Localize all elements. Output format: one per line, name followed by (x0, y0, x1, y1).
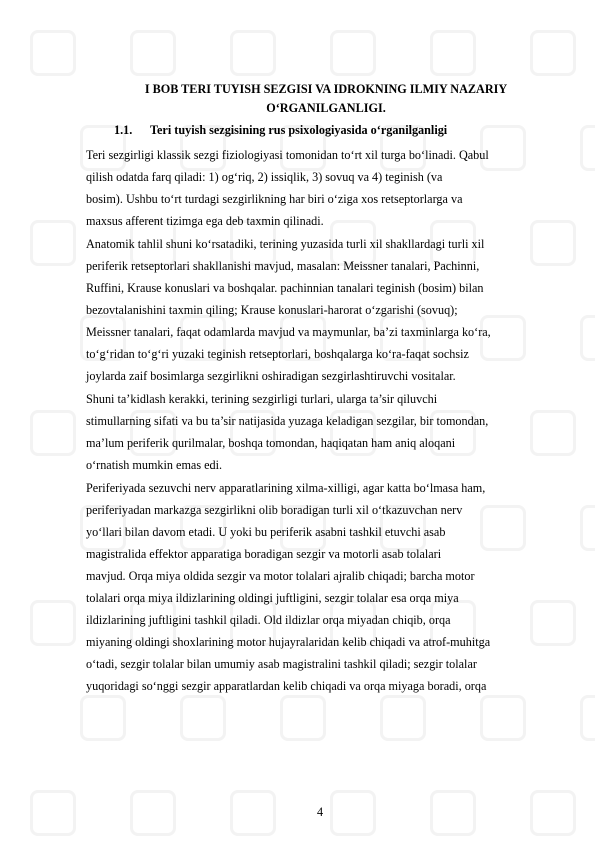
paragraph (86, 144, 554, 232)
section-heading (114, 122, 447, 138)
text-line: stimullarning sifati va bu ta’sir natijasida yuzaga keladigan sezgilar, bir tomondan, (86, 414, 489, 428)
text-line: mavjud. Orqa miya oldida sezgir va motor tolalari ajralib chiqadi; barcha motor (86, 569, 475, 583)
paragraph (86, 388, 554, 476)
text-line: yo‘llari bilan davom etadi. U yoki bu periferik asabni tashkil etuvchi asab (86, 525, 446, 539)
paragraph (86, 233, 554, 387)
chapter-title-line-2: O‘RGANILGANLIGI. (266, 101, 386, 115)
text-line: Shuni ta’kidlash kerakki, terining sezgirligi turlari, ularga ta’sir qiluvchi (86, 392, 438, 406)
paragraph (86, 477, 554, 697)
text-line: ma’lum periferik qurilmalar, boshqa tomondan, haqiqatan ham aniq aloqani (86, 436, 456, 450)
text-line: Meissner tanalari, faqat odamlarda mavjud va maymunlar, ba’zi taxminlarga ko‘ra, (86, 325, 491, 339)
body-text (86, 144, 554, 697)
section-number: 1.1. (114, 123, 133, 137)
text-line: miyaning oldingi shoxlarining motor hujayralaridan kelib chiqadi va atrof-muhitga (86, 635, 491, 649)
text-line: tolalari orqa miya ildizlarining oldingi juftligini, sezgir tolalar esa orqa miya (86, 591, 459, 605)
text-line: Periferiyada sezuvchi nerv apparatlarining xilma-xilligi, agar katta bo‘lmasa ham, (86, 481, 486, 495)
section-title: Teri tuyish sezgisining rus psixologiyasida o‘rganilganligi (150, 123, 448, 137)
text-line: to‘g‘ridan to‘g‘ri yuzaki teginish retseptorlari, boshqalarga ko‘ra-faqat sochsiz (86, 347, 469, 361)
text-line: o‘rnatish mumkin emas edi. (86, 458, 223, 472)
text-line: Teri sezgirligi klassik sezgi fiziologiyasi tomonidan to‘rt xil turga bo‘linadi. Qabul (86, 148, 489, 162)
text-line: periferiyadan markazga sezgirlikni olib boradigan turli xil o‘tkazuvchan nerv (86, 503, 463, 517)
text-line: yuqoridagi so‘nggi sezgir apparatlardan kelib chiqadi va orqa miyaga boradi, orqa (86, 679, 487, 693)
text-line: Ruffini, Krause konuslari va boshqalar. pachinnian tanalari teginish (bosim) bilan (86, 281, 484, 295)
text-line: joylarda zaif bosimlarga sezgirlikni oshiradigan sezgirlashtiruvchi vositalar. (86, 369, 456, 383)
text-line: qilish odatda farq qiladi: 1) og‘riq, 2) issiqlik, 3) sovuq va 4) teginish (va (86, 170, 443, 184)
text-line: bezovtalanishini taxmin qiling; Krause konuslari-harorat o‘zgarishi (sovuq); (86, 303, 458, 317)
text-line: maxsus afferent tizimga ega deb taxmin qilinadi. (86, 214, 324, 228)
text-line: periferik retseptorlari shakllanishi mavjud, masalan: Meissner tanalari, Pachinni, (86, 259, 480, 273)
chapter-title (86, 80, 566, 118)
text-line: magistralida effektor apparatiga boradigan sezgir va motorli asab tolalari (86, 547, 442, 561)
page-number: 4 (316, 805, 324, 819)
chapter-title-line-1: I BOB TERI TUYISH SEZGISI VA IDROKNING ILMIY NAZARIY (144, 82, 508, 96)
text-line: Anatomik tahlil shuni ko‘rsatadiki, terining yuzasida turli xil shakllardagi turli xil (86, 237, 485, 251)
text-line: ildizlarining juftligini tashkil qiladi. Old ildizlar orqa miyadan chiqib, orqa (86, 613, 451, 627)
text-line: bosim). Ushbu to‘rt turdagi sezgirlikning har biri o‘ziga xos retseptorlarga va (86, 192, 463, 206)
text-line: o‘tadi, sezgir tolalar bilan umumiy asab magistralini tashkil qiladi; sezgir tolalar (86, 657, 477, 671)
